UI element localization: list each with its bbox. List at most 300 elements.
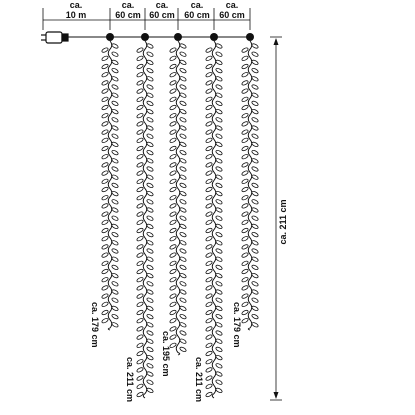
led-icon <box>101 236 109 242</box>
led-icon <box>205 359 213 365</box>
led-icon <box>169 293 177 299</box>
led-icon <box>111 199 119 205</box>
led-icon <box>136 145 144 151</box>
led-icon <box>215 166 223 172</box>
led-icon <box>179 117 187 123</box>
led-icon <box>101 72 109 78</box>
led-icon <box>179 223 187 229</box>
connector-icon <box>174 33 182 41</box>
strand-1-length-label: ca. 179 cm <box>90 302 100 348</box>
led-icon <box>136 137 144 143</box>
led-icon <box>101 121 109 127</box>
led-icon <box>205 96 213 102</box>
led-icon <box>215 322 223 328</box>
led-icon <box>136 318 144 324</box>
led-icon <box>146 174 154 180</box>
led-icon <box>205 244 213 250</box>
led-icon <box>215 256 223 262</box>
led-icon <box>169 121 177 127</box>
led-icon <box>251 256 259 262</box>
led-icon <box>101 162 109 168</box>
led-icon <box>146 346 154 352</box>
strand-wire <box>108 41 112 330</box>
led-icon <box>179 281 187 287</box>
led-icon <box>169 55 177 61</box>
led-icon <box>205 211 213 217</box>
led-icon <box>205 80 213 86</box>
led-icon <box>215 305 223 311</box>
led-icon <box>215 158 223 164</box>
led-icon <box>169 244 177 250</box>
led-icon <box>179 264 187 270</box>
led-icon <box>205 318 213 324</box>
led-icon <box>241 252 249 258</box>
led-icon <box>101 219 109 225</box>
led-icon <box>179 109 187 115</box>
led-icon <box>111 305 119 311</box>
led-icon <box>101 227 109 233</box>
led-icon <box>146 125 154 131</box>
led-icon <box>146 363 154 369</box>
led-icon <box>215 273 223 279</box>
led-icon <box>101 277 109 283</box>
led-icon <box>179 43 187 49</box>
led-icon <box>241 162 249 168</box>
led-icon <box>205 277 213 283</box>
led-icon <box>215 43 223 49</box>
led-icon <box>215 387 223 393</box>
led-icon <box>205 293 213 299</box>
led-icon <box>241 154 249 160</box>
led-icon <box>205 309 213 315</box>
dim-label-2-value: 60 cm <box>115 10 141 20</box>
led-icon <box>169 154 177 160</box>
led-icon <box>146 289 154 295</box>
led-icon <box>205 63 213 69</box>
led-icon <box>205 236 213 242</box>
led-icon <box>146 256 154 262</box>
led-icon <box>205 383 213 389</box>
led-icon <box>101 301 109 307</box>
led-icon <box>101 47 109 53</box>
led-icon <box>215 240 223 246</box>
led-icon <box>169 260 177 266</box>
led-icon <box>111 289 119 295</box>
led-icon <box>136 154 144 160</box>
led-icon <box>111 232 119 238</box>
led-icon <box>101 170 109 176</box>
led-icon <box>146 371 154 377</box>
led-icon <box>215 215 223 221</box>
led-icon <box>111 322 119 328</box>
led-icon <box>169 309 177 315</box>
led-icon <box>251 223 259 229</box>
led-icon <box>215 59 223 65</box>
connector-icon <box>246 33 254 41</box>
led-icon <box>169 252 177 258</box>
led-icon <box>169 80 177 86</box>
light-strand-1 <box>101 41 119 330</box>
led-icon <box>136 113 144 119</box>
led-icon <box>146 355 154 361</box>
led-icon <box>251 109 259 115</box>
led-icon <box>215 109 223 115</box>
led-icon <box>251 158 259 164</box>
led-icon <box>215 51 223 57</box>
led-icon <box>251 92 259 98</box>
led-icon <box>136 350 144 356</box>
led-icon <box>251 232 259 238</box>
led-icon <box>241 227 249 233</box>
led-icon <box>251 117 259 123</box>
led-icon <box>169 178 177 184</box>
led-icon <box>136 88 144 94</box>
led-icon <box>111 314 119 320</box>
led-icon <box>136 268 144 274</box>
led-icon <box>251 76 259 82</box>
led-icon <box>136 285 144 291</box>
led-icon <box>101 80 109 86</box>
led-icon <box>136 219 144 225</box>
led-icon <box>205 154 213 160</box>
led-icon <box>101 129 109 135</box>
connector-icon <box>210 33 218 41</box>
led-icon <box>101 203 109 209</box>
led-icon <box>205 72 213 78</box>
led-icon <box>136 186 144 192</box>
led-icon <box>251 125 259 131</box>
led-icon <box>205 301 213 307</box>
led-icon <box>136 170 144 176</box>
led-icon <box>241 47 249 53</box>
led-icon <box>179 84 187 90</box>
led-icon <box>146 264 154 270</box>
led-icon <box>136 178 144 184</box>
led-icon <box>241 55 249 61</box>
led-icon <box>111 273 119 279</box>
led-icon <box>146 379 154 385</box>
led-icon <box>146 51 154 57</box>
led-icon <box>241 285 249 291</box>
led-icon <box>251 182 259 188</box>
led-icon <box>169 137 177 143</box>
strand-wire <box>212 41 216 398</box>
led-icon <box>146 191 154 197</box>
led-icon <box>251 199 259 205</box>
led-icon <box>169 162 177 168</box>
led-icon <box>111 76 119 82</box>
led-icon <box>251 305 259 311</box>
led-icon <box>241 88 249 94</box>
led-icon <box>146 150 154 156</box>
led-icon <box>111 133 119 139</box>
led-icon <box>146 158 154 164</box>
led-icon <box>205 121 213 127</box>
led-icon <box>205 350 213 356</box>
led-icon <box>136 293 144 299</box>
led-icon <box>205 162 213 168</box>
led-icon <box>179 174 187 180</box>
led-icon <box>215 199 223 205</box>
led-icon <box>179 322 187 328</box>
led-icon <box>101 318 109 324</box>
led-icon <box>169 170 177 176</box>
led-icon <box>136 260 144 266</box>
plug-icon <box>41 32 68 43</box>
led-icon <box>146 166 154 172</box>
led-icon <box>179 51 187 57</box>
led-icon <box>101 145 109 151</box>
led-icon <box>215 100 223 106</box>
led-icon <box>111 51 119 57</box>
led-icon <box>205 334 213 340</box>
led-icon <box>241 219 249 225</box>
led-icon <box>179 141 187 147</box>
led-icon <box>146 199 154 205</box>
led-icon <box>136 383 144 389</box>
led-icon <box>169 203 177 209</box>
strand-wire <box>176 41 180 355</box>
led-icon <box>215 84 223 90</box>
led-icon <box>146 305 154 311</box>
led-icon <box>179 100 187 106</box>
led-icon <box>111 141 119 147</box>
led-icon <box>169 195 177 201</box>
led-icon <box>241 268 249 274</box>
led-icon <box>101 96 109 102</box>
led-icon <box>136 236 144 242</box>
led-icon <box>169 227 177 233</box>
led-icon <box>251 264 259 270</box>
led-icon <box>215 150 223 156</box>
led-icon <box>101 55 109 61</box>
led-icon <box>101 211 109 217</box>
led-icon <box>241 121 249 127</box>
led-icon <box>205 145 213 151</box>
led-icon <box>215 133 223 139</box>
led-icon <box>111 297 119 303</box>
led-icon <box>251 240 259 246</box>
led-icon <box>251 59 259 65</box>
led-icon <box>251 150 259 156</box>
led-icon <box>251 191 259 197</box>
led-icon <box>101 195 109 201</box>
led-icon <box>169 186 177 192</box>
led-icon <box>205 391 213 397</box>
led-icon <box>205 47 213 53</box>
led-icon <box>179 150 187 156</box>
led-icon <box>101 104 109 110</box>
led-icon <box>241 195 249 201</box>
led-icon <box>111 223 119 229</box>
strand-wire <box>248 41 252 330</box>
led-icon <box>136 203 144 209</box>
led-icon <box>169 277 177 283</box>
led-icon <box>136 63 144 69</box>
led-icon <box>215 182 223 188</box>
led-icon <box>146 109 154 115</box>
led-icon <box>179 158 187 164</box>
led-icon <box>146 141 154 147</box>
led-icon <box>136 55 144 61</box>
led-icon <box>179 182 187 188</box>
led-icon <box>215 174 223 180</box>
led-icon <box>146 207 154 213</box>
led-icon <box>241 63 249 69</box>
led-icon <box>146 133 154 139</box>
led-icon <box>136 301 144 307</box>
led-icon <box>215 117 223 123</box>
led-icon <box>205 260 213 266</box>
connector-icon <box>106 33 114 41</box>
led-icon <box>136 104 144 110</box>
led-icon <box>205 375 213 381</box>
led-icon <box>215 232 223 238</box>
led-icon <box>136 367 144 373</box>
led-icon <box>169 211 177 217</box>
led-icon <box>251 322 259 328</box>
led-icon <box>111 240 119 246</box>
led-icon <box>179 330 187 336</box>
led-icon <box>251 166 259 172</box>
led-icon <box>251 51 259 57</box>
led-icon <box>215 314 223 320</box>
led-icon <box>136 375 144 381</box>
led-icon <box>251 207 259 213</box>
led-icon <box>241 145 249 151</box>
led-icon <box>136 277 144 283</box>
led-icon <box>101 309 109 315</box>
led-icon <box>179 191 187 197</box>
dim-label-3-value: 60 cm <box>149 10 175 20</box>
led-icon <box>111 59 119 65</box>
led-icon <box>169 268 177 274</box>
led-icon <box>146 100 154 106</box>
led-icon <box>179 232 187 238</box>
led-icon <box>136 162 144 168</box>
dim-label-5-prefix: ca. <box>225 0 239 10</box>
led-icon <box>101 268 109 274</box>
led-icon <box>205 252 213 258</box>
led-icon <box>241 104 249 110</box>
light-strand-2 <box>136 41 154 398</box>
led-icon <box>136 96 144 102</box>
led-icon <box>215 289 223 295</box>
led-icon <box>136 195 144 201</box>
strand-2-length-label: ca. 211 cm <box>125 357 135 403</box>
led-icon <box>111 150 119 156</box>
led-icon <box>146 297 154 303</box>
led-icon <box>205 219 213 225</box>
led-icon <box>146 43 154 49</box>
led-icon <box>215 264 223 270</box>
led-icon <box>241 244 249 250</box>
led-icon <box>111 68 119 74</box>
led-icon <box>251 133 259 139</box>
led-icon <box>111 92 119 98</box>
led-icon <box>146 248 154 254</box>
led-icon <box>251 100 259 106</box>
led-icon <box>111 191 119 197</box>
led-icon <box>179 166 187 172</box>
led-icon <box>241 80 249 86</box>
led-icon <box>179 207 187 213</box>
connector-icon <box>141 33 149 41</box>
led-icon <box>169 63 177 69</box>
led-icon <box>179 240 187 246</box>
led-icon <box>136 80 144 86</box>
led-icon <box>169 129 177 135</box>
strand-4-length-label: ca. 211 cm <box>194 357 204 403</box>
led-icon <box>111 117 119 123</box>
led-icon <box>215 76 223 82</box>
led-icon <box>111 158 119 164</box>
dim-label-4-prefix: ca. <box>190 0 204 10</box>
led-icon <box>241 96 249 102</box>
led-icon <box>179 125 187 131</box>
light-strand-5 <box>241 41 259 330</box>
led-icon <box>205 170 213 176</box>
led-icon <box>205 55 213 61</box>
led-icon <box>251 141 259 147</box>
led-icon <box>251 273 259 279</box>
led-icon <box>136 252 144 258</box>
led-icon <box>111 125 119 131</box>
led-icon <box>101 154 109 160</box>
led-icon <box>111 182 119 188</box>
led-icon <box>179 314 187 320</box>
led-icon <box>136 309 144 315</box>
led-icon <box>179 68 187 74</box>
led-icon <box>146 215 154 221</box>
led-icon <box>101 285 109 291</box>
led-icon <box>101 260 109 266</box>
led-icon <box>169 47 177 53</box>
led-icon <box>215 379 223 385</box>
led-icon <box>101 178 109 184</box>
led-icon <box>251 314 259 320</box>
led-icon <box>169 113 177 119</box>
led-icon <box>215 346 223 352</box>
led-icon <box>169 285 177 291</box>
led-icon <box>251 281 259 287</box>
dim-label-4-value: 60 cm <box>184 10 210 20</box>
led-icon <box>146 117 154 123</box>
led-icon <box>111 100 119 106</box>
led-icon <box>205 268 213 274</box>
led-icon <box>251 68 259 74</box>
led-icon <box>169 145 177 151</box>
led-icon <box>146 232 154 238</box>
led-icon <box>101 88 109 94</box>
led-icon <box>136 334 144 340</box>
led-icon <box>179 256 187 262</box>
strand-3-length-label: ca. 195 cm <box>161 331 171 377</box>
light-strand-4 <box>205 41 223 398</box>
led-icon <box>111 281 119 287</box>
led-icon <box>179 338 187 344</box>
led-icon <box>205 186 213 192</box>
led-icon <box>136 391 144 397</box>
dim-label-5-value: 60 cm <box>219 10 245 20</box>
led-icon <box>205 104 213 110</box>
led-icon <box>111 215 119 221</box>
led-icon <box>179 133 187 139</box>
led-icon <box>241 260 249 266</box>
led-icon <box>205 203 213 209</box>
led-icon <box>136 227 144 233</box>
led-icon <box>179 346 187 352</box>
